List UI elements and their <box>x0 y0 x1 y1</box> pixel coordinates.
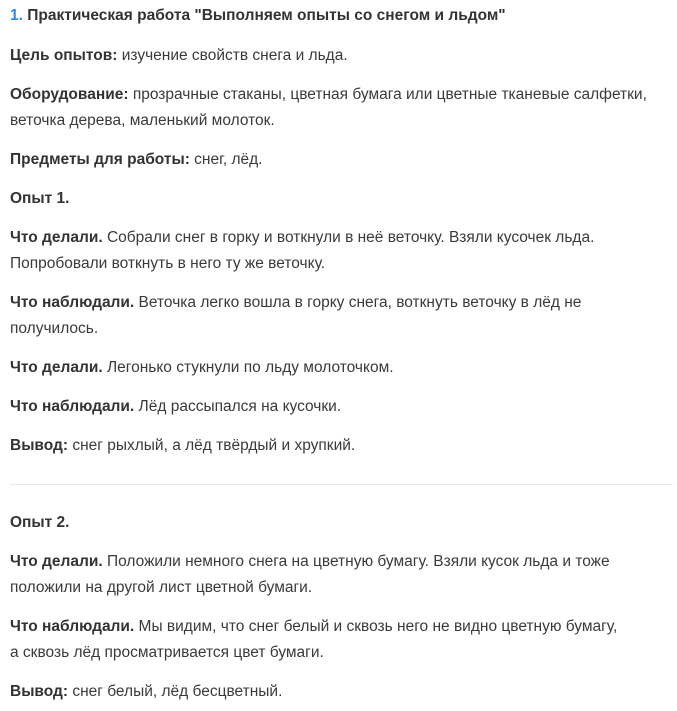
materials-text: снег, лёд. <box>189 151 263 168</box>
exp1-conclusion-label: Вывод: <box>10 437 69 454</box>
exp1-did1-line2: Попробовали воткнуть в него ту же веточку. <box>10 255 326 272</box>
materials-label: Предметы для работы: <box>10 151 190 168</box>
exp1-did1-line1: Собрали снег в горку и воткнули в неё веточку. Взяли кусочек льда. <box>102 229 595 246</box>
exp1-heading: Опыт 1. <box>10 190 70 207</box>
equipment-label: Оборудование: <box>10 86 129 103</box>
equipment-text-line2: веточка дерева, маленький молоток. <box>10 112 275 129</box>
equipment-text-line1: прозрачные стаканы, цветная бумага или цветные тканевые салфетки, <box>128 86 647 103</box>
exp2-conclusion-label: Вывод: <box>10 683 69 700</box>
title-text: Практическая работа "Выполняем опыты со снегом и льдом" <box>27 7 506 24</box>
exp1-did2-label: Что делали. <box>10 359 103 376</box>
exp1-obs1-label: Что наблюдали. <box>10 294 135 311</box>
exp2-did-paragraph <box>10 549 667 601</box>
exp2-did-label: Что делали. <box>10 553 103 570</box>
exp1-obs2-label: Что наблюдали. <box>10 398 135 415</box>
exp2-obs-label: Что наблюдали. <box>10 618 135 635</box>
equipment-paragraph <box>10 82 667 134</box>
exp1-did2-text: Легонько стукнули по льду молоточком. <box>102 359 394 376</box>
exp1-obs1-line2: получилось. <box>10 320 99 337</box>
exp2-conclusion-paragraph <box>10 679 667 705</box>
title-number: 1. <box>10 7 23 24</box>
exp1-obs1-paragraph <box>10 290 667 342</box>
exp1-conclusion-text: снег рыхлый, а лёд твёрдый и хрупкий. <box>68 437 356 454</box>
exp2-obs-line1: Мы видим, что снег белый и сквозь него не видно цветную бумагу, <box>134 618 618 635</box>
page-title <box>10 6 667 26</box>
exp1-did2-paragraph <box>10 355 667 381</box>
exp1-obs2-paragraph <box>10 394 667 420</box>
exp2-conclusion-text: снег белый, лёд бесцветный. <box>68 683 283 700</box>
exp1-did1-paragraph <box>10 225 667 277</box>
exp2-did-line2: положили на другой лист цветной бумаги. <box>10 579 313 596</box>
exp1-obs2-text: Лёд рассыпался на кусочки. <box>134 398 342 415</box>
goal-paragraph <box>10 43 667 69</box>
exp2-heading: Опыт 2. <box>10 514 70 531</box>
goal-text: изучение свойств снега и льда. <box>117 47 348 64</box>
exp1-conclusion-paragraph <box>10 433 667 459</box>
exp2-did-line1: Положили немного снега на цветную бумагу. Взяли кусок льда и тоже <box>102 553 610 570</box>
exp2-obs-line2: а сквозь лёд просматривается цвет бумаги. <box>10 644 324 661</box>
materials-paragraph <box>10 147 667 173</box>
goal-label: Цель опытов: <box>10 47 118 64</box>
exp2-obs-paragraph <box>10 614 667 666</box>
exp1-did1-label: Что делали. <box>10 229 103 246</box>
exp1-obs1-line1: Веточка легко вошла в горку снега, воткнуть веточку в лёд не <box>134 294 582 311</box>
